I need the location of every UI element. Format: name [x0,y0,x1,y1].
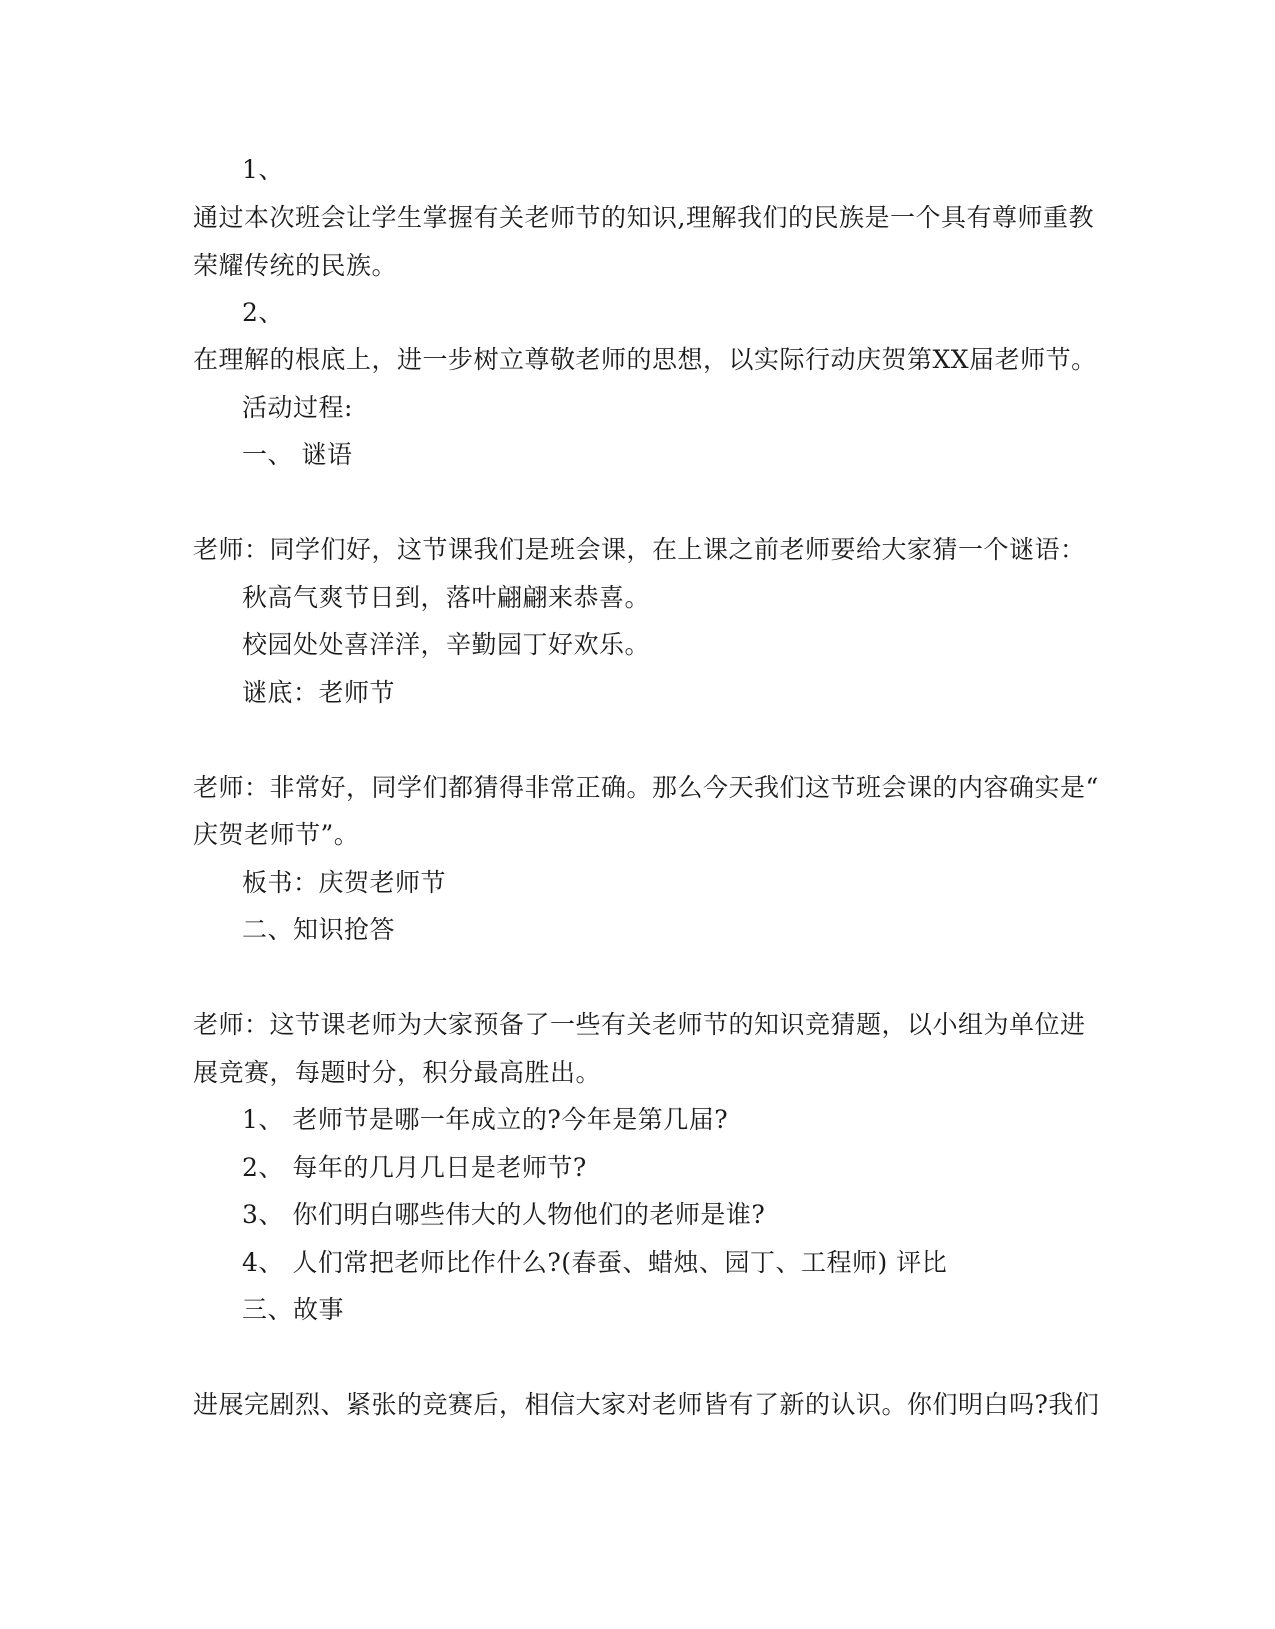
story-intro-line: 进展完剧烈、紧张的竞赛后，相信大家对老师皆有了新的认识。你们明白吗?我们 [193,1390,1100,1419]
objective-1-line-2: 荣耀传统的民族。 [193,251,398,280]
riddle-line-1: 秋高气爽节日到，落叶翩翩来恭喜。 [242,583,651,612]
teacher-response-line-1: 老师：非常好，同学们都猜得非常正确。那么今天我们这节班会课的内容确实是“ [193,773,1099,802]
quiz-question-4: 4、 人们常把老师比作什么?(春蚕、蜡烛、园丁、工程师) 评比 [242,1248,948,1277]
objective-1-line-1: 通过本次班会让学生掌握有关老师节的知识,理解我们的民族是一个具有尊师重教 [193,203,1094,232]
objective-number-1: 1、 [242,155,284,184]
quiz-intro-line-1: 老师：这节课老师为大家预备了一些有关老师节的知识竞猜题，以小组为单位进 [193,1010,1086,1039]
objective-number-2: 2、 [242,298,284,327]
teacher-riddle-intro: 老师：同学们好，这节课我们是班会课，在上课之前老师要给大家猜一个谜语： [193,535,1086,564]
quiz-question-2: 2、 每年的几月几日是老师节? [242,1153,587,1182]
activity-process-heading: 活动过程: [242,393,353,422]
section-2-heading: 二、知识抢答 [242,915,396,944]
blackboard-note: 板书：庆贺老师节 [242,868,447,897]
quiz-intro-line-2: 展竞赛，每题时分，积分最高胜出。 [193,1058,602,1087]
section-3-heading: 三、故事 [242,1295,345,1324]
quiz-question-1: 1、 老师节是哪一年成立的?今年是第几届? [242,1105,729,1134]
teacher-response-line-2: 庆贺老师节”。 [193,820,360,849]
objective-2-text: 在理解的根底上，进一步树立尊敬老师的思想，以实际行动庆贺第XX届老师节。 [193,345,1097,374]
riddle-answer: 谜底：老师节 [242,678,396,707]
riddle-line-2: 校园处处喜洋洋，辛勤园丁好欢乐。 [242,630,651,659]
section-1-heading: 一、 谜语 [242,440,353,469]
quiz-question-3: 3、 你们明白哪些伟大的人物他们的老师是谁? [242,1200,766,1229]
